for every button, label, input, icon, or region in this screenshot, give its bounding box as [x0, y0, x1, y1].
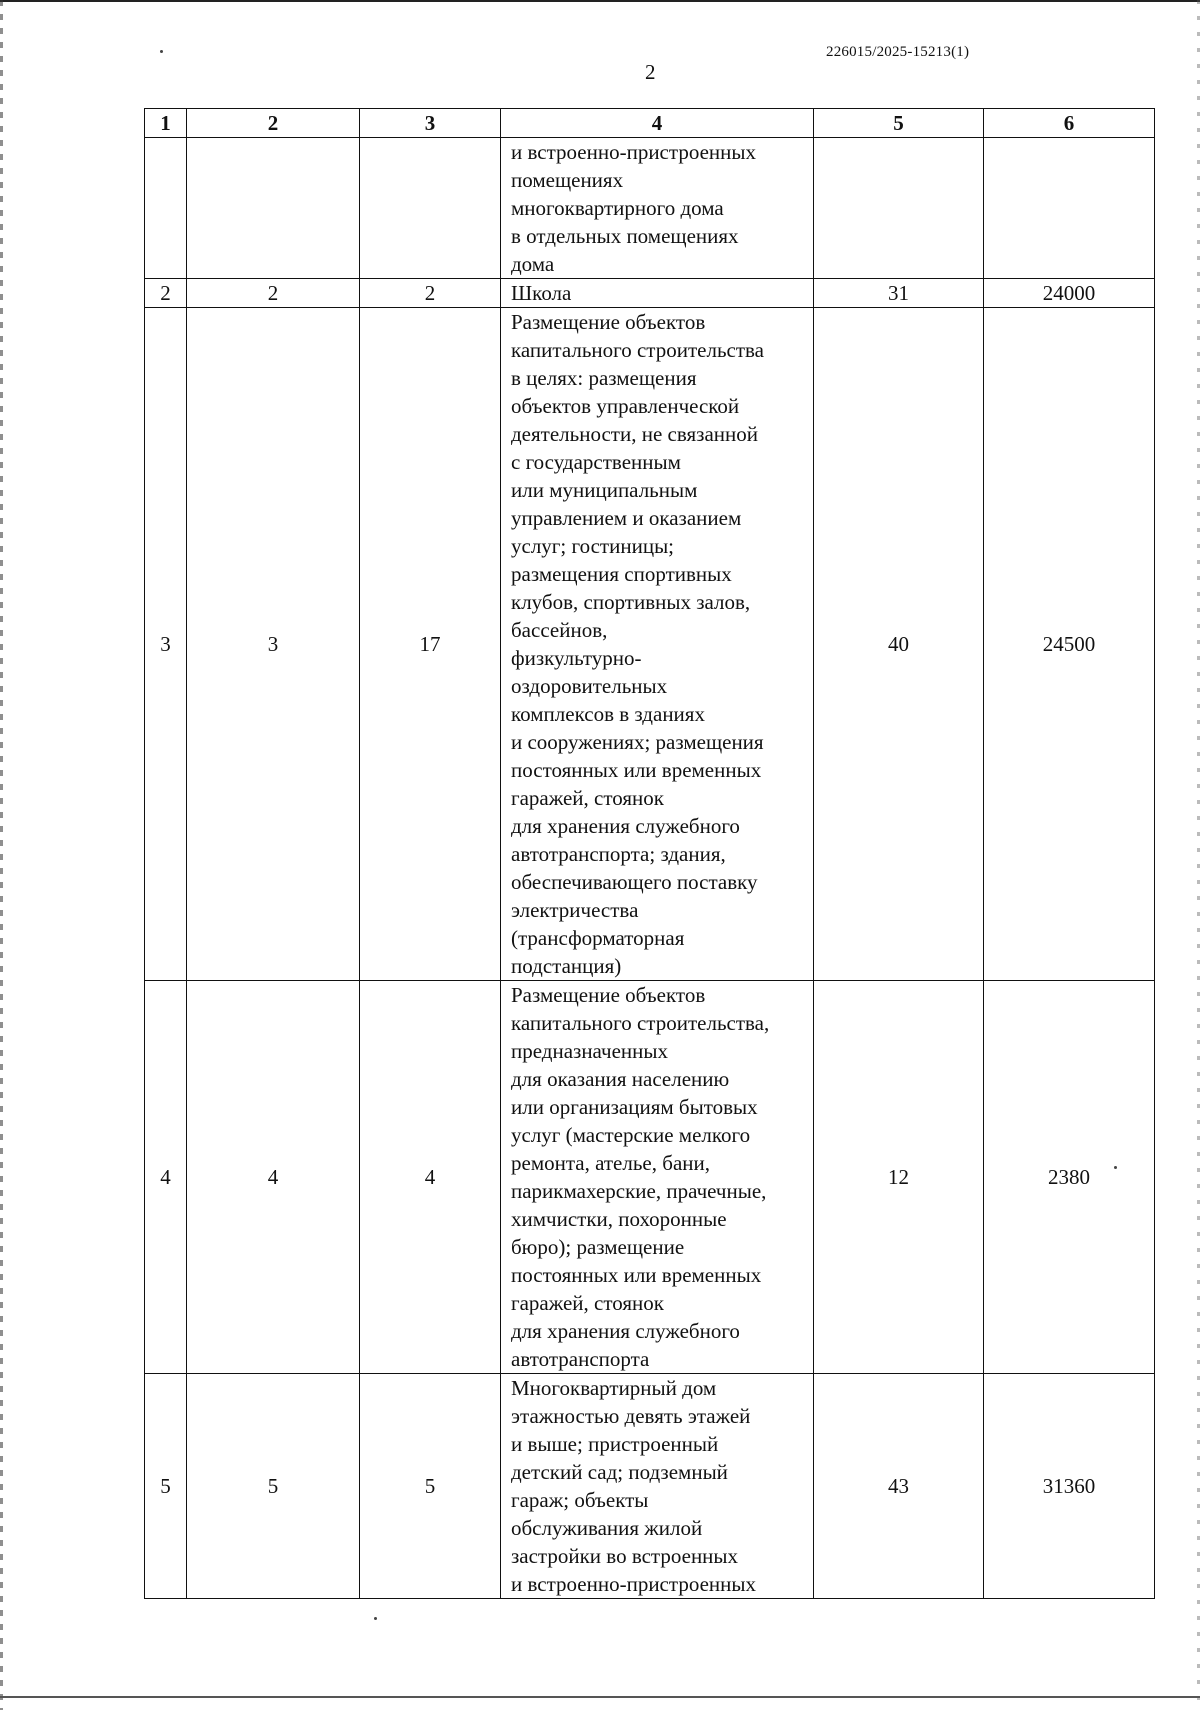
table-row: [145, 279, 1155, 308]
scan-speck: [374, 1617, 377, 1620]
table-cell: 3: [187, 308, 360, 981]
table-cell-description: Размещение объектов капитального строительства в целях: размещения объектов управленческой деятельности, не связанной с государственным или муниципальным управлением и оказанием услуг; гостиницы; размещения спортивных клубов, спортивных залов, бассейнов, физкультурно- оздоровительных комплексов в зданиях и сооружениях; размещения постоянных или временных гаражей, стоянок для хранения служебного автотранспорта; здания, обеспечивающего поставку электричества (трансформаторная подстанция): [501, 308, 814, 981]
table-cell: 24000: [984, 279, 1155, 308]
document-id: 226015/2025-15213(1): [826, 44, 970, 60]
scan-edge-top: [0, 0, 1200, 2]
column-header: 3: [360, 109, 501, 138]
table-cell: [187, 138, 360, 279]
scan-speck: [160, 50, 163, 53]
table-cell: [145, 138, 187, 279]
column-header: 4: [501, 109, 814, 138]
column-header: 1: [145, 109, 187, 138]
table-row: [145, 981, 1155, 1374]
data-table: [144, 108, 1155, 1599]
table-cell: 17: [360, 308, 501, 981]
table-cell: 5: [360, 1374, 501, 1599]
table-cell: 12: [814, 981, 984, 1374]
table-cell: 4: [187, 981, 360, 1374]
column-header: 5: [814, 109, 984, 138]
table-header-row: [145, 109, 1155, 138]
table-cell: 2: [360, 279, 501, 308]
table-row: [145, 1374, 1155, 1599]
table-cell: 40: [814, 308, 984, 981]
table-cell: 43: [814, 1374, 984, 1599]
table-row: [145, 308, 1155, 981]
table-cell: 5: [145, 1374, 187, 1599]
scan-edge-left: [0, 0, 3, 1710]
table-cell: 5: [187, 1374, 360, 1599]
column-header: 2: [187, 109, 360, 138]
table-cell: [360, 138, 501, 279]
table-row: [145, 138, 1155, 279]
table-cell: [984, 138, 1155, 279]
table-cell: 2: [187, 279, 360, 308]
table-cell: 24500: [984, 308, 1155, 981]
table-cell: 31360: [984, 1374, 1155, 1599]
table-cell-description: Размещение объектов капитального строительства, предназначенных для оказания населению или организациям бытовых услуг (мастерские мелкого ремонта, ателье, бани, парикмахерские, прачечные, химчистки, похоронные бюро); размещение постоянных или временных гаражей, стоянок для хранения служебного автотранспорта: [501, 981, 814, 1374]
scan-edge-bottom: [0, 1696, 1200, 1698]
column-header: 6: [984, 109, 1155, 138]
table-cell: [814, 138, 984, 279]
table-cell: 4: [145, 981, 187, 1374]
page-number: 2: [645, 60, 656, 84]
table-cell: 3: [145, 308, 187, 981]
table-cell-description: Многоквартирный дом этажностью девять этажей и выше; пристроенный детский сад; подземный гараж; объекты обслуживания жилой застройки во встроенных и встроенно-пристроенных: [501, 1374, 814, 1599]
table-cell-description: Школа: [501, 279, 814, 308]
table-cell: 4: [360, 981, 501, 1374]
table-cell: 2380: [984, 981, 1155, 1374]
table-cell: 2: [145, 279, 187, 308]
table-cell: 31: [814, 279, 984, 308]
table-cell-description: и встроенно-пристроенных помещениях многоквартирного дома в отдельных помещениях дома: [501, 138, 814, 279]
